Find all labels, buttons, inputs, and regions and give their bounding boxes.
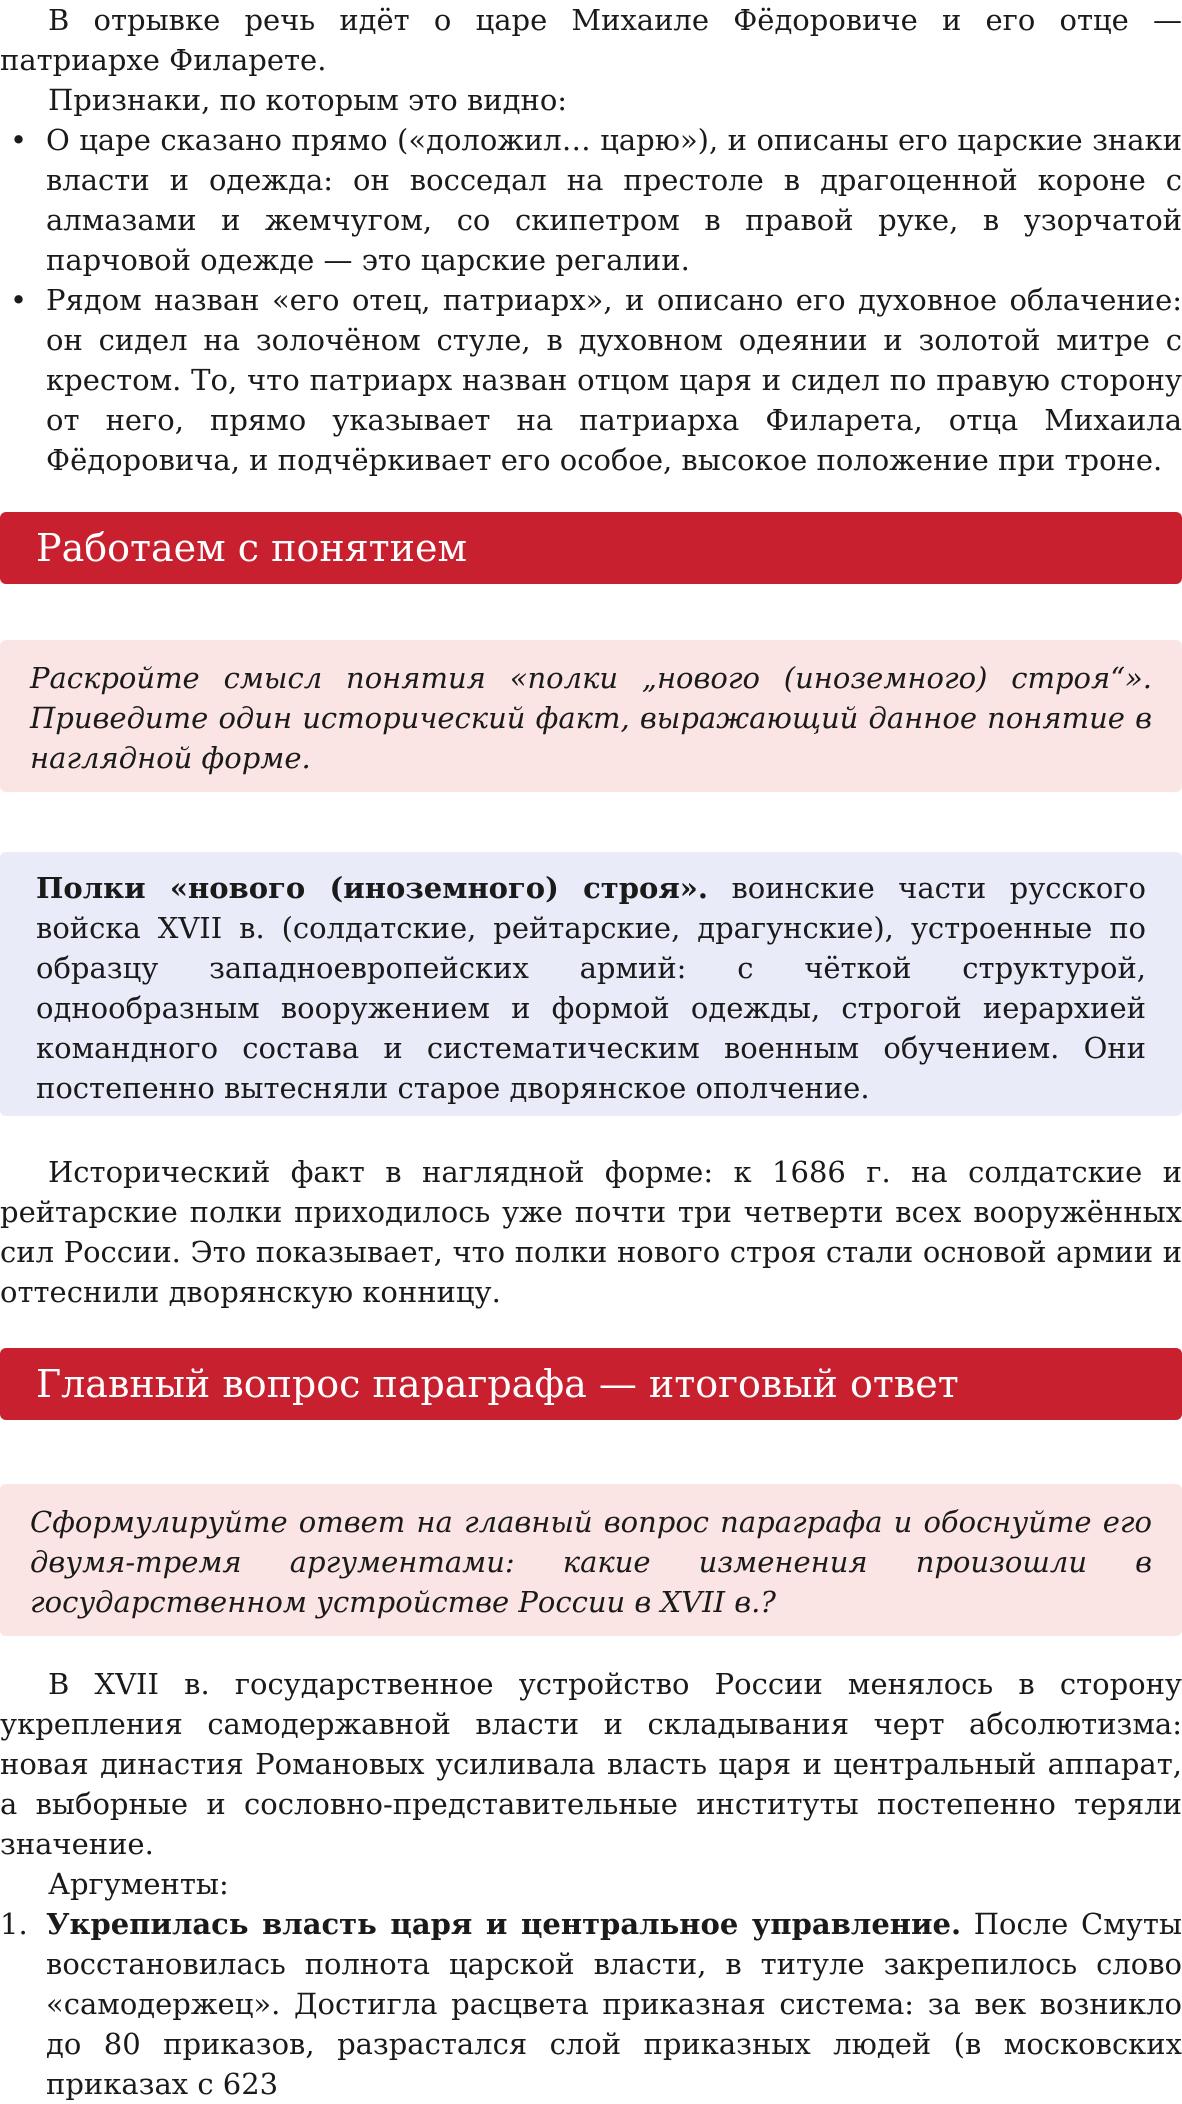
task-text: Раскройте смысл понятия «полки „нового (иноземного) строя“». Приведите один исторический факт, выражающий данное понятие в наглядной форме. (30, 661, 1152, 775)
bullet-icon: • (10, 283, 28, 317)
intro-paragraph: В отрывке речь идёт о царе Михаиле Фёдоровиче и его отце — патриархе Филарете. (0, 3, 1182, 77)
definition-box (0, 852, 1182, 1116)
list-item-text: О царе сказано прямо («доложил… царю»), и описаны его царские знаки власти и одежда: он восседал на престоле в драгоценной короне с алмазами и жемчугом, со скипетром в правой руке, в узорчатой парчовой одежде — это царские регалии. (46, 123, 1182, 277)
arguments-label: Аргументы: (48, 1867, 229, 1901)
definition-text (36, 868, 1146, 1108)
section-header-concept: Работаем с понятием (0, 512, 1182, 584)
fact-block (0, 1152, 1182, 1312)
intro-block (0, 0, 1182, 480)
definition-body: воинские части русского войска XVII в. (солдатские, рейтарские, драгунские), устроенные по образцу западноевропейских армий: с чёткой структурой, однообразным вооружением и формой одежды, строгой иерархией командного состава и систематическим военным обучением. Они постепенно вытесняли старое дворянское ополчение. (36, 871, 1146, 1105)
arguments-list (0, 1904, 1182, 2104)
section-header-main-question: Главный вопрос параграфа — итоговый ответ (0, 1348, 1182, 1420)
answer-block (0, 1664, 1182, 2104)
task-box-main-question (0, 1484, 1182, 1636)
list-item (0, 120, 1182, 280)
list-item-text: Рядом назван «его отец, патриарх», и описано его духовное облачение: он сидел на золочёном стуле, в духовном одеянии и золотой митре с крестом. То, что патриарх назван отцом царя и сидел по правую сторону от него, прямо указывает на патриарха Филарета, отца Михаила Фёдоровича, и подчёркивает его особое, высокое положение при троне. (46, 283, 1182, 477)
list-item (0, 280, 1182, 480)
list-item (0, 1904, 1182, 2104)
list-number: 1. (0, 1907, 28, 1941)
signs-list (0, 120, 1182, 480)
historical-fact: Исторический факт в наглядной форме: к 1686 г. на солдатские и рейтарские полки приходилось уже почти три четверти всех вооружённых сил России. Это показывает, что полки нового строя стали основой армии и оттеснили дворянскую конницу. (0, 1155, 1182, 1309)
bullet-icon: • (10, 123, 28, 157)
task-box-concept (0, 640, 1182, 792)
signs-label: Признаки, по которым это видно: (48, 83, 568, 117)
argument-heading: Укрепилась власть царя и центральное управление. (46, 1907, 962, 1941)
argument-text: После Смуты восстановилась полнота царской власти, в титуле закрепилось слово «самодержец». Достигла расцвета приказная система: за век возникло до 80 приказов, разрастался слой приказных людей (в московских приказах с 623 (46, 1907, 1182, 2101)
answer-paragraph: В XVII в. государственное устройство России менялось в сторону укрепления самодержавной власти и складывания черт абсолютизма: новая династия Романовых усиливала власть царя и центральный аппарат, а выборные и сословно-представительные институты постепенно теряли значение. (0, 1667, 1182, 1861)
definition-term: Полки «нового (иноземного) строя». (36, 871, 709, 905)
task-text: Сформулируйте ответ на главный вопрос параграфа и обоснуйте его двумя-тремя аргументами: какие изменения произошли в государственном устройстве России в XVII в.? (30, 1505, 1152, 1619)
